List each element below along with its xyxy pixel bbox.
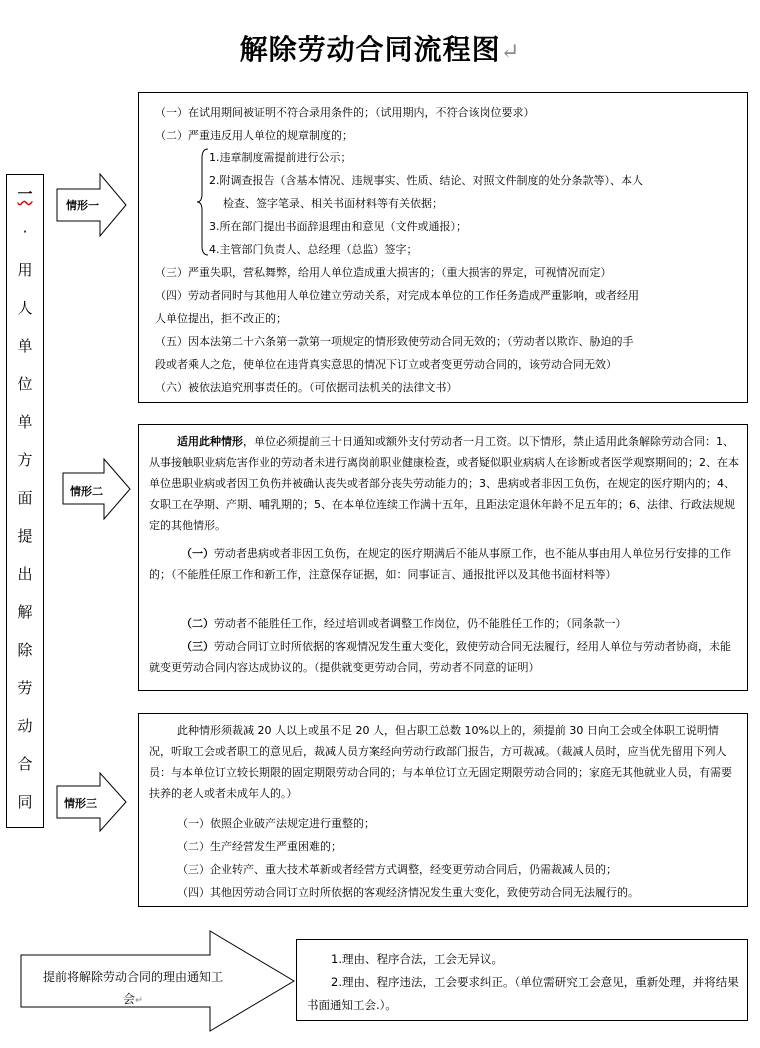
notice-box — [296, 939, 748, 1021]
heading-char: 解 — [17, 603, 33, 621]
case3-intro: 此种情形须裁减 20 人以上或虽不足 20 人，但占职工总数 10%以上的，须提前 30 日向工会或全体职工说明情况，听取工会或者职工的意见后，裁减人员方案经向劳动行政部门报告，方可裁减。（裁减人员时，应当优先留用下列人员：与本单位订立较长期限的固定期限劳动合同的；与本单位订立无固定期限劳动合同的；家庭无其他就业人员，有需要扶养的老人或者未成年人的。） — [149, 724, 732, 800]
notice-result-2: 2.理由、程序违法，工会要求纠正。（单位需研究工会意见，重新处理，并将结果书面通知工会.）。 — [307, 975, 739, 1012]
case1-item-3: （三）严重失职，营私舞弊，给用人单位造成重大损害的；（重大损害的界定，可视情况而定） — [155, 266, 612, 279]
vertical-heading — [6, 174, 44, 828]
notice-label: 提前将解除劳动合同的理由通知工会↵ — [42, 970, 223, 1006]
case3-box — [138, 713, 748, 907]
case3-label: 情形三 — [64, 797, 97, 810]
case3-item-1: （一）依照企业破产法规定进行重整的； — [177, 817, 375, 830]
heading-char: 提 — [17, 527, 33, 545]
case1-label: 情形一 — [66, 199, 99, 212]
heading-char: 方 — [17, 451, 33, 469]
heading-char: 劳 — [17, 679, 33, 697]
case1-sub-1: 1.违章制度需提前进行公示； — [209, 151, 352, 164]
page-title: 解除劳动合同流程图↵ — [239, 33, 521, 66]
heading-char: 除 — [17, 641, 33, 659]
heading-char: 用 — [17, 261, 33, 279]
case1-box — [138, 92, 748, 403]
heading-char: · — [22, 223, 28, 241]
heading-char: 单 — [17, 413, 33, 431]
case3-item-4: （四）其他因劳动合同订立时所依据的客观经济情况发生重大变化，致使劳动合同无法履行的。 — [177, 886, 639, 899]
case2-para-2: （二）劳动者不能胜任工作，经过培训或者调整工作岗位，仍不能胜任工作的；（同条款一） — [181, 617, 627, 630]
notice-result-1: 1.理由、程序合法，工会无异议。 — [331, 952, 503, 966]
case1-sub-3: 3.所在部门提出书面辞退理由和意见（文件或通报）； — [209, 220, 467, 233]
case1-item-4b: 人单位提出，拒不改正的； — [155, 312, 287, 325]
case1-item-2: （二）严重违反用人单位的规章制度的； — [155, 129, 353, 142]
case1-item-6: （六）被依法追究刑事责任的。（可依据司法机关的法律文书） — [155, 381, 458, 394]
case2-para-1: （一）劳动者患病或者非因工负伤，在规定的医疗期满后不能从事原工作，也不能从事由用人单位另行安排的工作的；（不能胜任原工作和新工作，注意保存证据，如：同事证言、通报批评以及其他书面材料等） — [149, 547, 731, 581]
case2-label: 情形二 — [70, 485, 103, 498]
case3-item-2: （二）生产经营发生严重困难的； — [177, 840, 342, 853]
heading-char: 面 — [17, 489, 33, 507]
case1-sub-2b: 检查、签字笔录、相关书面材料等有关依据； — [223, 197, 443, 210]
case2-box — [138, 424, 748, 691]
heading-char: 合 — [17, 755, 33, 773]
heading-char: 人 — [17, 299, 33, 317]
case2-intro-text: ，单位必须提前三十日通知或额外支付劳动者一月工资。以下情形，禁止适用此条解除劳动合同：1、从事接触职业病危害作业的劳动者未进行离岗前职业健康检查，或者疑似职业病病人在诊断或者医学观察期间的；2、在本单位患职业病或者因工负伤并被确认丧失或者部分丧失劳动能力的；3、患病或者非因工负伤，在规定的医疗期内的；4、女职工在孕期、产期、哺乳期的；5、在本单位连续工作满十五年，且距法定退休年龄不足五年的；6、法律、行政法规规定的其他情形。 — [149, 435, 739, 532]
heading-char: 单 — [17, 337, 33, 355]
brace-icon — [197, 148, 209, 256]
heading-char: 位 — [17, 375, 33, 393]
heading-char: 同 — [17, 793, 33, 811]
case2-para-3: （三）劳动合同订立时所依据的客观情况发生重大变化，致使劳动合同无法履行，经用人单位与劳动者协商，未能就变更劳动合同内容达成协议的。（提供就变更劳动合同，劳动者不同意的证明） — [149, 640, 731, 674]
heading-char: 动 — [17, 717, 33, 735]
case2-intro — [149, 431, 739, 536]
case2-lead: 适用此种情形 — [177, 435, 243, 448]
case1-sub-2a: 2.附调查报告（含基本情况、违规事实、性质、结论、对照文件制度的处分条款等）、本人 — [209, 174, 643, 187]
case1-item-5b: 段或者乘人之危，使单位在违背真实意思的情况下订立或者变更劳动合同的，该劳动合同无效） — [155, 358, 617, 371]
heading-char: 出 — [17, 565, 33, 583]
case1-item-4a: （四）劳动者同时与其他用人单位建立劳动关系，对完成本单位的工作任务造成严重影响，或者经用 — [155, 289, 639, 302]
case1-sub-4: 4.主管部门负责人、总经理（总监）签字； — [209, 243, 418, 256]
case3-item-3: （三）企业转产、重大技术革新或者经营方式调整，经变更劳动合同后，仍需裁减人员的； — [177, 863, 617, 876]
case1-item-1: （一）在试用期间被证明不符合录用条件的；（试用期内，不符合该岗位要求） — [155, 106, 535, 119]
case1-item-5a: （五）因本法第二十六条第一款第一项规定的情形致使劳动合同无效的；（劳动者以欺诈、胁迫的手 — [155, 335, 634, 348]
heading-char: 一 — [17, 185, 33, 203]
